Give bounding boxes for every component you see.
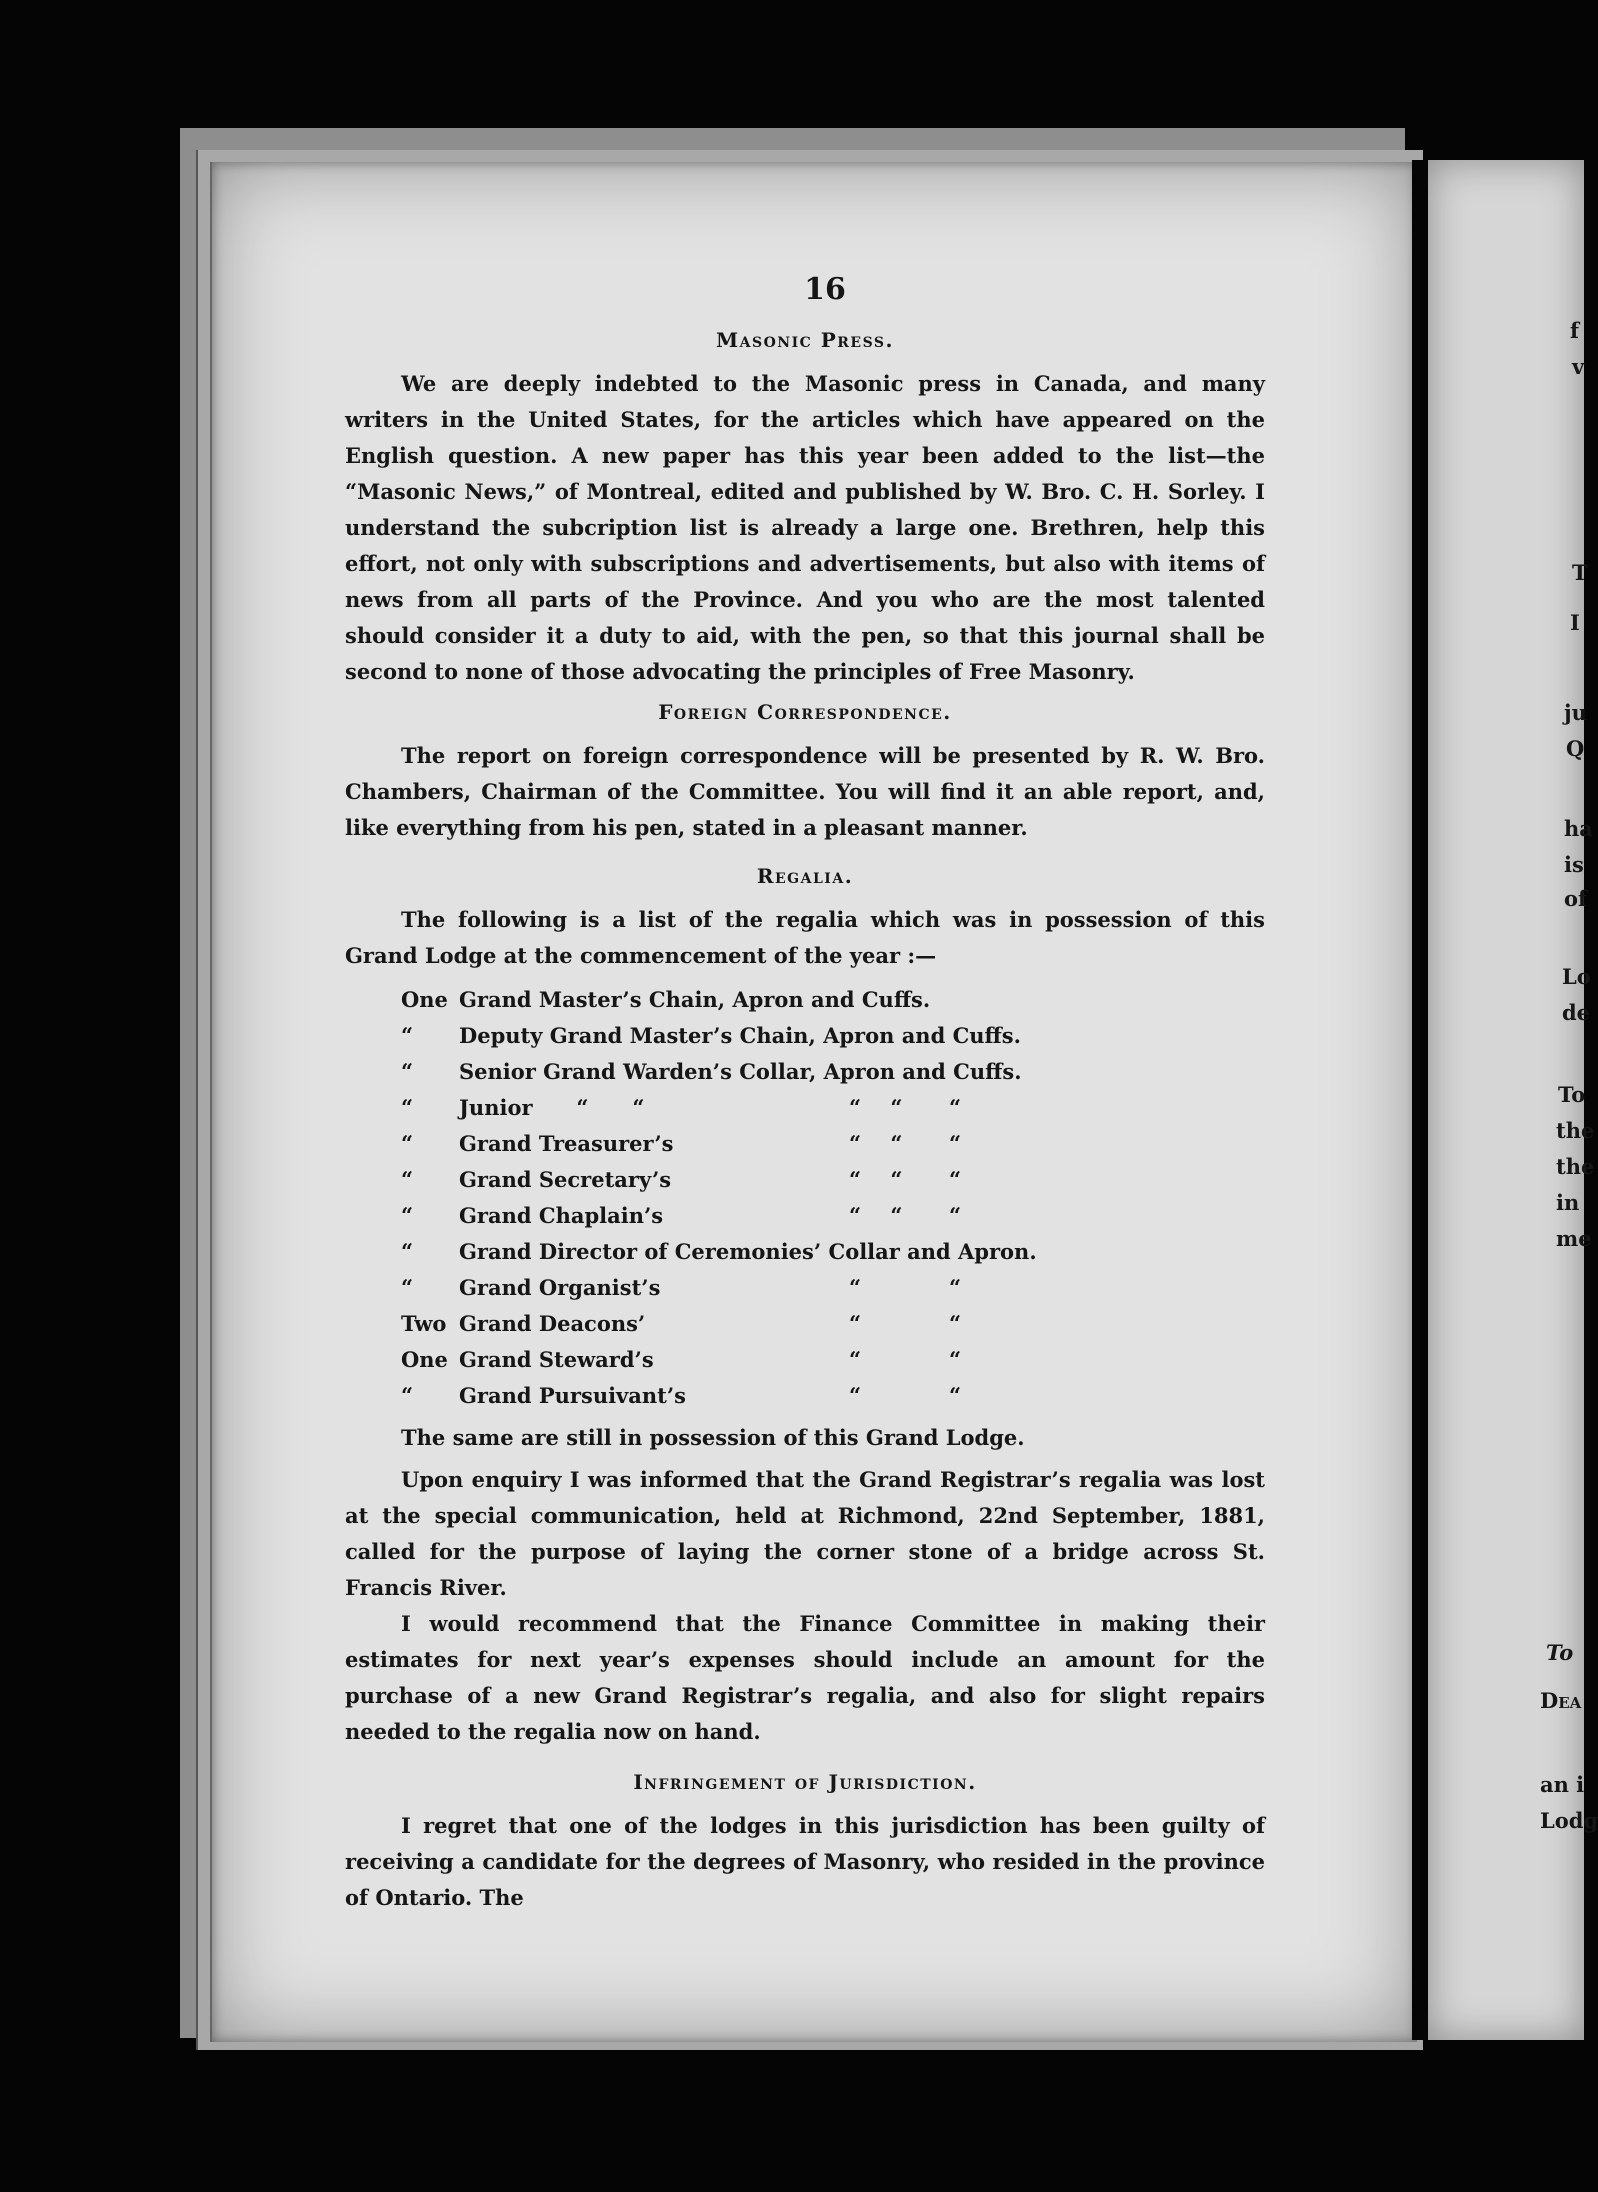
adjacent-text-fragment: is xyxy=(1564,852,1584,877)
paragraph-infringement: I regret that one of the lodges in this jurisdiction has been guilty of receiving a candidate for the degrees of Masonry, who resided in the province of Ontario. The xyxy=(345,1813,1265,1910)
adjacent-text-fragment: Q xyxy=(1566,736,1585,761)
adjacent-text-fragment: To xyxy=(1546,1640,1574,1665)
regalia-item: One Grand Master’s Chain, Apron and Cuffs. xyxy=(401,987,931,1012)
regalia-item: Two Grand Deacons’ “ “ xyxy=(401,1311,962,1336)
adjacent-text-fragment: T xyxy=(1572,560,1588,585)
regalia-item: “ Deputy Grand Master’s Chain, Apron and Cuffs. xyxy=(401,1023,1021,1048)
page-number: 16 xyxy=(804,272,846,307)
adjacent-text-fragment: I xyxy=(1570,610,1580,635)
paragraph-regalia-after-list: The same are still in possession of this Grand Lodge. xyxy=(401,1425,1025,1450)
adjacent-text-fragment: To xyxy=(1558,1082,1586,1107)
adjacent-text-fragment: de xyxy=(1562,1000,1591,1025)
adjacent-text-fragment: ha xyxy=(1564,816,1593,841)
paragraph-masonic-press: We are deeply indebted to the Masonic press in Canada, and many writers in the United States, for the articles which have appeared on the English question. A new paper has this year been added to the list—the “Masonic News,” of Montreal, edited and published by W. Bro. C. H. Sorley. I understand the subcription list is already a large one. Brethren, help this effort, not only with subscriptions and advertisements, but also with items of news from all parts of the Province. And you who are the most talented should consider it a duty to aid, with the pen, so that this journal shall be second to none of those advocating the principles of Free Masonry. xyxy=(345,371,1265,684)
paragraph-regalia-intro: The following is a list of the regalia which was in possession of this Grand Lodge at the commencement of the year :— xyxy=(345,907,1265,968)
paragraph-foreign-correspondence: The report on foreign correspondence will be presented by R. W. Bro. Chambers, Chairman of the Committee. You will find it an able report, and, like everything from his pen, stated in a pleasant manner. xyxy=(345,743,1265,840)
adjacent-text-fragment: f xyxy=(1570,318,1580,343)
regalia-item: “ Grand Organist’s “ “ xyxy=(401,1275,962,1300)
regalia-item: “ Grand Secretary’s “ “ “ xyxy=(401,1167,962,1192)
adjacent-text-fragment: Lo xyxy=(1562,964,1591,989)
adjacent-text-fragment: the xyxy=(1556,1118,1595,1143)
book-spine xyxy=(1412,160,1428,2040)
adjacent-text-fragment: of xyxy=(1564,886,1588,911)
regalia-item: “ Senior Grand Warden’s Collar, Apron and Cuffs. xyxy=(401,1059,1022,1084)
adjacent-text-fragment: an i xyxy=(1540,1772,1585,1797)
paragraph-regalia-recommend: I would recommend that the Finance Committee in making their estimates for next year’s expenses should include an amount for the purchase of a new Grand Registrar’s regalia, and also for slight repairs needed to the regalia now on hand. xyxy=(345,1611,1265,1744)
adjacent-text-fragment: in xyxy=(1556,1190,1580,1215)
paragraph-regalia-lost: Upon enquiry I was informed that the Grand Registrar’s regalia was lost at the special communication, held at Richmond, 22nd September, 1881, called for the purpose of laying the corner stone of a bridge across St. Francis River. xyxy=(345,1467,1265,1600)
regalia-item: “ Grand Chaplain’s “ “ “ xyxy=(401,1203,962,1228)
adjacent-text-fragment: ju xyxy=(1564,700,1587,725)
regalia-item: One Grand Steward’s “ “ xyxy=(401,1347,962,1372)
regalia-item: “ Grand Director of Ceremonies’ Collar and Apron. xyxy=(401,1239,1037,1264)
adjacent-text-fragment: Lodg xyxy=(1540,1808,1598,1833)
adjacent-text-fragment: the xyxy=(1556,1154,1595,1179)
regalia-item: “ Grand Treasurer’s “ “ “ xyxy=(401,1131,962,1156)
heading-regalia: Regalia. xyxy=(756,864,854,888)
adjacent-text-fragment: Dea xyxy=(1540,1688,1582,1713)
regalia-item: “ Grand Pursuivant’s “ “ xyxy=(401,1383,962,1408)
regalia-item: “ Junior “ “ “ “ “ xyxy=(401,1095,962,1120)
heading-masonic-press: Masonic Press. xyxy=(716,328,894,352)
adjacent-text-fragment: me xyxy=(1556,1226,1592,1251)
page-content xyxy=(345,270,1265,1916)
regalia-list xyxy=(401,982,1265,1414)
adjacent-text-fragment: v xyxy=(1572,354,1585,379)
heading-infringement: Infringement of Jurisdiction. xyxy=(633,1770,977,1794)
heading-foreign-correspondence: Foreign Correspondence. xyxy=(658,700,952,724)
